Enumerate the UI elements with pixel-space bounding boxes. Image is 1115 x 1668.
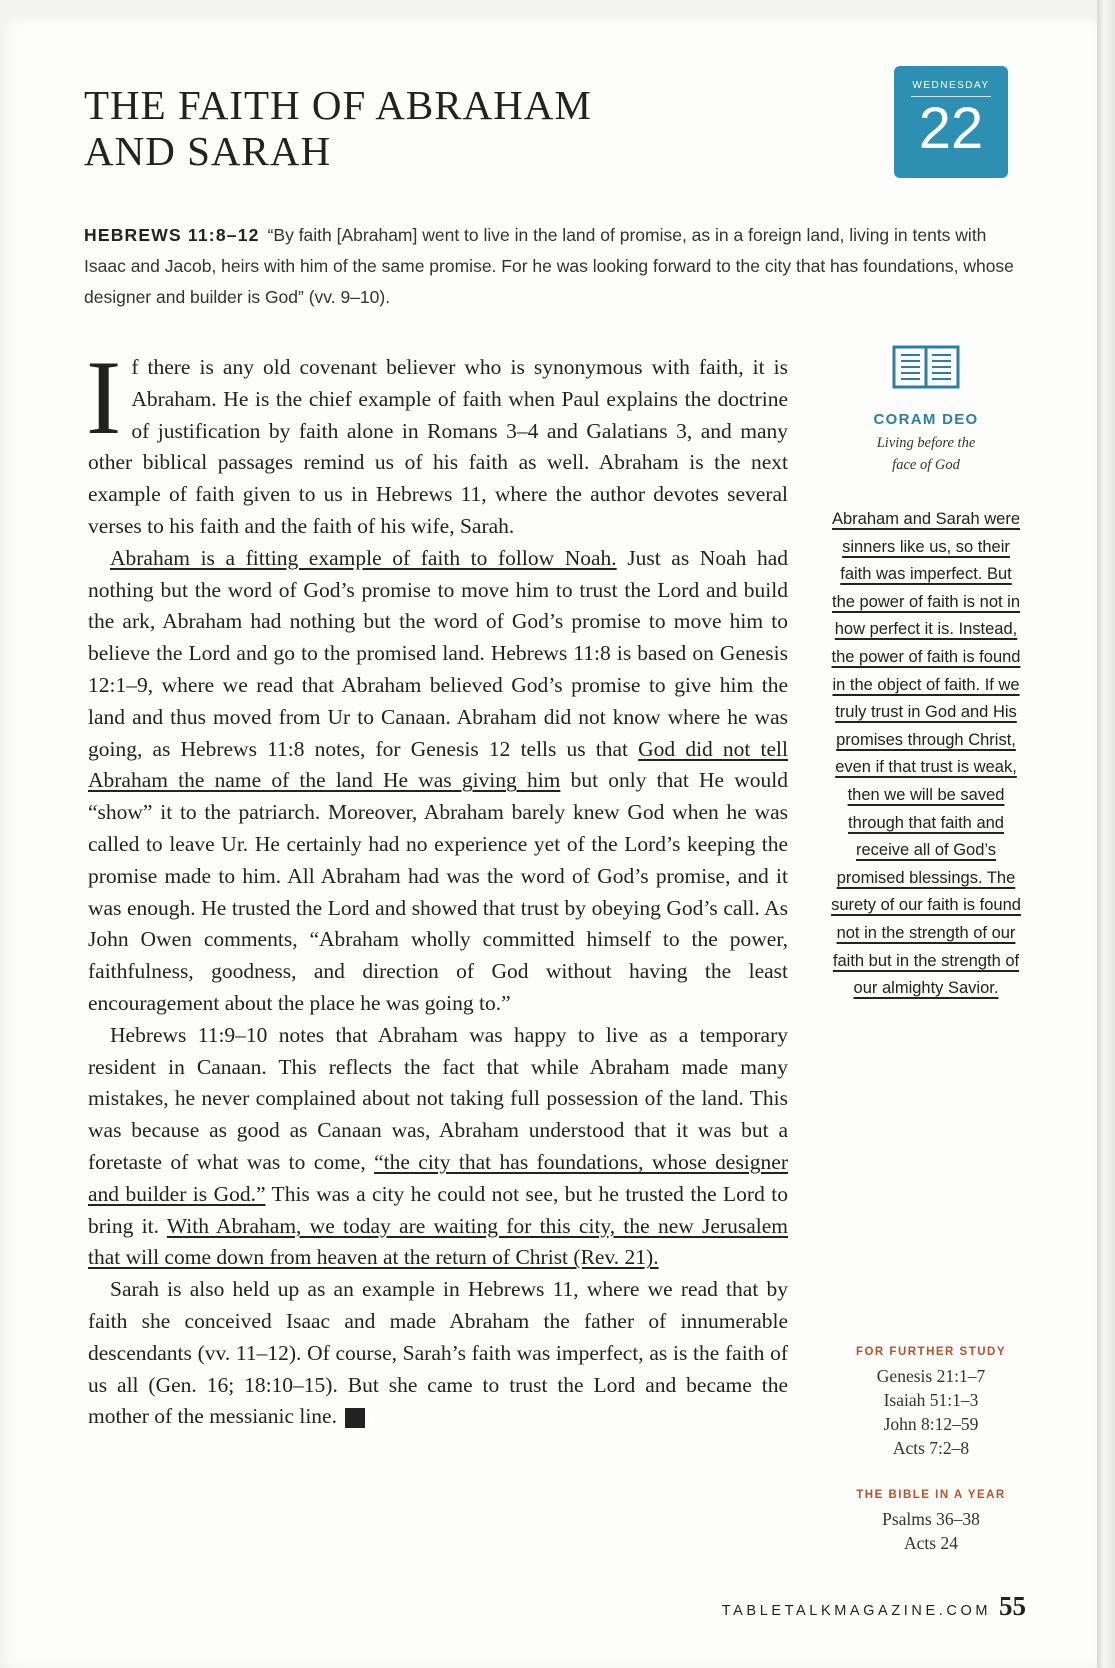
- page-number: 55: [999, 1591, 1026, 1621]
- further-study-ref: Acts 7:2–8: [892, 1438, 970, 1458]
- paragraph-2-text-a: Just as Noah had nothing but the word of God’s promise to move him to trust the Lord and build the ark, Abraham had nothing but the word of God’s promise to move him to believe the Lord and go to the promised land. Hebrews 11:8 is based on Genesis 12:1–9, where we read that Abraham believed God’s promise to give him the land and thus moved from Ur to Canaan. Abraham did not know where he was going, as Hebrews 11:8 notes, for Genesis 12 tells us that: [88, 545, 788, 761]
- sidebar-subtitle-line-2: face of God: [892, 457, 960, 473]
- bible-in-a-year-ref: Psalms 36–38: [882, 1509, 980, 1529]
- scripture-reference: HEBREWS 11:8–12: [84, 225, 260, 245]
- bible-in-a-year-ref: Acts 24: [904, 1533, 958, 1553]
- underlined-text: With Abraham, we today are waiting for this city, the new Jerusalem that will come down from heaven at the return of Christ (Rev. 21).: [88, 1213, 788, 1270]
- coram-deo-sidebar: [826, 345, 1026, 1003]
- further-study-ref: Genesis 21:1–7: [876, 1366, 986, 1386]
- open-book-icon: [892, 345, 960, 389]
- footer-site: TABLETALKMAGAZINE.COM: [721, 1603, 991, 1619]
- underlined-text: “the city that has foundations, whose designer and builder is God.”: [88, 1149, 788, 1206]
- page-edge: [1097, 0, 1115, 1668]
- sidebar-text-underlined: Abraham and Sarah were sinners like us, so their faith was imperfect. But the power of faith is not in how perfect it is. Instead, the power of faith is found in the object of faith. If we truly trust in God and His promises through Christ, even if that trust is weak, then we will be saved through that faith and receive all of God’s promised blessings. The surety of our faith is found not in the strength of our faith but in the strength of our almighty Savior.: [831, 510, 1021, 998]
- paragraph-1-text: f there is any old covenant believer who is synonymous with faith, it is Abraham. He is the chief example of faith when Paul explains the doctrine of justification by faith alone in Romans 3–4 and Galatians 3, and many other biblical passages remind us of his faith as well. Abraham is the next example of faith given to us in Hebrews 11, where the author devotes several verses to his faith and the faith of his wife, Sarah.: [88, 355, 788, 538]
- drop-cap: I: [86, 339, 122, 456]
- sidebar-text: [826, 506, 1026, 1003]
- date-badge: [894, 66, 1008, 178]
- date-day: 22: [918, 96, 984, 161]
- page-title: [84, 82, 824, 174]
- further-study-heading: FOR FURTHER STUDY: [855, 1346, 1007, 1358]
- article-body: [86, 339, 788, 1433]
- paragraph-3-text-a: Hebrews 11:9–10 notes that Abraham was happy to live as a temporary resident in Canaan. This reflects the fact that while Abraham made many mistakes, he never complained about not taking full possession of the land. This was because as good as Canaan was, Abraham understood that it was but a foretaste of what was to come,: [88, 1022, 788, 1174]
- page-footer: [676, 1591, 1026, 1622]
- paragraph-2: [88, 543, 788, 1020]
- sidebar-subtitle-line-1: Living before the: [876, 435, 976, 451]
- paragraph-1: [86, 339, 788, 543]
- scripture-passage: [84, 220, 1014, 313]
- sidebar-title: CORAM DEO: [873, 411, 979, 428]
- further-study-ref: Isaiah 51:1–3: [883, 1390, 979, 1410]
- further-study-ref: John 8:12–59: [883, 1414, 979, 1434]
- sidebar-subtitle: [826, 432, 1026, 476]
- paragraph-3-text-b: This was a city he could not see, but he trusted the Lord to bring it.: [88, 1181, 788, 1238]
- date-weekday: WEDNESDAY: [912, 80, 990, 91]
- scripture-text: “By faith [Abraham] went to live in the land of promise, as in a foreign land, living in tents with Isaac and Jacob, heirs with him of the same promise. For he was looking forward to the city that has foundations, whose designer and builder is God” (vv. 9–10).: [84, 225, 1014, 307]
- further-study-list: [836, 1364, 1026, 1460]
- title-line-2: AND SARAH: [84, 128, 332, 174]
- bible-in-a-year-heading: THE BIBLE IN A YEAR: [856, 1489, 1006, 1501]
- underlined-text: Abraham is a fitting example of faith to follow Noah.: [110, 545, 617, 570]
- title-line-1: THE FAITH OF ABRAHAM: [84, 82, 592, 128]
- paragraph-2-text-b: but only that He would “show” it to the patriarch. Moreover, Abraham barely knew God when he was called to leave Ur. He certainly had no experience yet of the Lord’s keeping the promise made to him. All Abraham had was the word of God’s promise, and it was enough. He trusted the Lord and showed that trust by obeying God’s call. As John Owen comments, “Abraham wholly committed himself to the power, faithfulness, goodness, and direction of God without having the least encouragement about the place he was going to.”: [88, 768, 788, 1015]
- paragraph-3: [88, 1020, 788, 1274]
- bible-in-a-year-list: [836, 1507, 1026, 1555]
- further-study: [836, 1346, 1026, 1460]
- underlined-text: God did not tell Abraham the name of the land He was giving him: [88, 736, 788, 793]
- end-mark-icon: T: [345, 1408, 365, 1428]
- bible-in-a-year: [836, 1489, 1026, 1555]
- paragraph-4-text: Sarah is also held up as an example in Hebrews 11, where we read that by faith she conceived Isaac and made Abraham the father of innumerable descendants (vv. 11–12). Of course, Sarah’s faith was imperfect, as is the faith of us all (Gen. 16; 18:10–15). But she came to trust the Lord and became the mother of the messianic line.: [88, 1277, 788, 1429]
- paragraph-4: [88, 1274, 788, 1433]
